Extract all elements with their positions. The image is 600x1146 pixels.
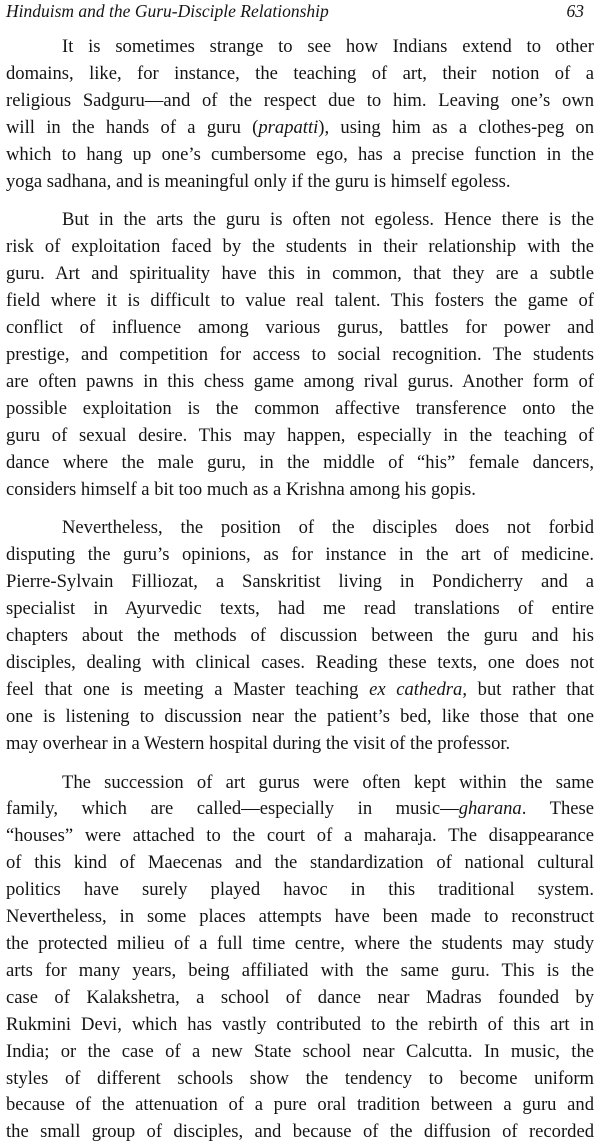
paragraph-4	[6, 770, 594, 1146]
text-line: family, which are called—especially in music—gharana. These	[6, 798, 595, 820]
text-line: The succession of art gurus were often kept within the same	[62, 771, 594, 793]
text-line: because of the attenuation of a pure oral tradition between a guru and	[6, 1094, 594, 1116]
text-line: “houses” were attached to the court of a maharaja. The disappearance	[6, 825, 594, 847]
running-title: Hinduism and the Guru-Disciple Relationship	[6, 1, 329, 21]
text-line: field where it is difficult to value real talent. This fosters the game of	[6, 290, 594, 312]
text-line: are often pawns in this chess game among rival gurus. Another form of	[6, 370, 594, 392]
text-line: religious Sadguru—and of the respect due to him. Leaving one’s own	[6, 89, 594, 111]
text-line: politics have surely played havoc in this traditional system.	[6, 879, 594, 901]
running-header	[6, 0, 594, 22]
text-line: considers himself a bit too much as a Krishna among his gopis.	[6, 478, 476, 500]
text-line: will in the hands of a guru (prapatti), using him as a clothes-peg on	[6, 116, 594, 138]
text-line: of this kind of Maecenas and the standardization of national cultural	[6, 852, 594, 874]
text-line: arts for many years, being affiliated with the same guru. This is the	[6, 959, 594, 981]
paragraph-1	[6, 34, 594, 195]
text-line: Rukmini Devi, which has vastly contributed to the rebirth of this art in	[6, 1013, 594, 1035]
text-line: possible exploitation is the common affective transference onto the	[6, 397, 594, 419]
text-line: which to hang up one’s cumbersome ego, has a precise function in the	[6, 143, 594, 165]
text-line: It is sometimes strange to see how Indians extend to other	[62, 36, 594, 57]
text-line: yoga sadhana, and is meaningful only if the guru is himself egoless.	[6, 170, 511, 192]
text-line: Nevertheless, the position of the disciples does not forbid	[62, 517, 594, 539]
text-line: conflict of influence among various gurus, battles for power and	[6, 317, 594, 339]
text-line: Pierre-Sylvain Filliozat, a Sanskritist living in Pondicherry and a	[6, 571, 594, 593]
text-line: risk of exploitation faced by the students in their relationship with the	[6, 236, 594, 258]
text-line: chapters about the methods of discussion between the guru and his	[6, 625, 594, 647]
body-text	[6, 34, 594, 1146]
text-line: prestige, and competition for access to social recognition. The students	[6, 343, 594, 365]
text-line: dance where the male guru, in the middle of “his” female dancers,	[6, 451, 594, 473]
text-line: feel that one is meeting a Master teaching ex cathedra, but rather that	[6, 678, 594, 700]
text-line: guru of sexual desire. This may happen, especially in the teaching of	[6, 424, 594, 446]
text-line: the protected milieu of a full time centre, where the students may study	[6, 933, 594, 954]
text-line: guru. Art and spirituality have this in common, that they are a subtle	[6, 263, 594, 285]
text-line: domains, like, for instance, the teaching of art, their notion of a	[6, 62, 594, 84]
text-line: Nevertheless, in some places attempts have been made to reconstruct	[6, 906, 594, 928]
text-line: case of Kalakshetra, a school of dance near Madras founded by	[6, 986, 594, 1008]
text-line: India; or the case of a new State school near Calcutta. In music, the	[6, 1040, 594, 1062]
text-line: disputing the guru’s opinions, as for instance in the art of medicine.	[6, 544, 594, 566]
text-line: one is listening to discussion near the patient’s bed, like those that one	[6, 705, 594, 727]
text-line: specialist in Ayurvedic texts, had me read translations of entire	[6, 598, 594, 620]
text-line: styles of different schools show the tendency to become uniform	[6, 1067, 594, 1089]
text-line: disciples, dealing with clinical cases. Reading these texts, one does not	[6, 651, 594, 673]
text-line: the small group of disciples, and because of the diffusion of recorded	[6, 1121, 594, 1143]
paragraph-2	[6, 207, 594, 503]
text-line: may overhear in a Western hospital during the visit of the professor.	[6, 732, 511, 754]
page-number: 63	[566, 1, 584, 21]
paragraph-3	[6, 515, 594, 757]
text-line: But in the arts the guru is often not egoless. Hence there is the	[62, 209, 594, 231]
